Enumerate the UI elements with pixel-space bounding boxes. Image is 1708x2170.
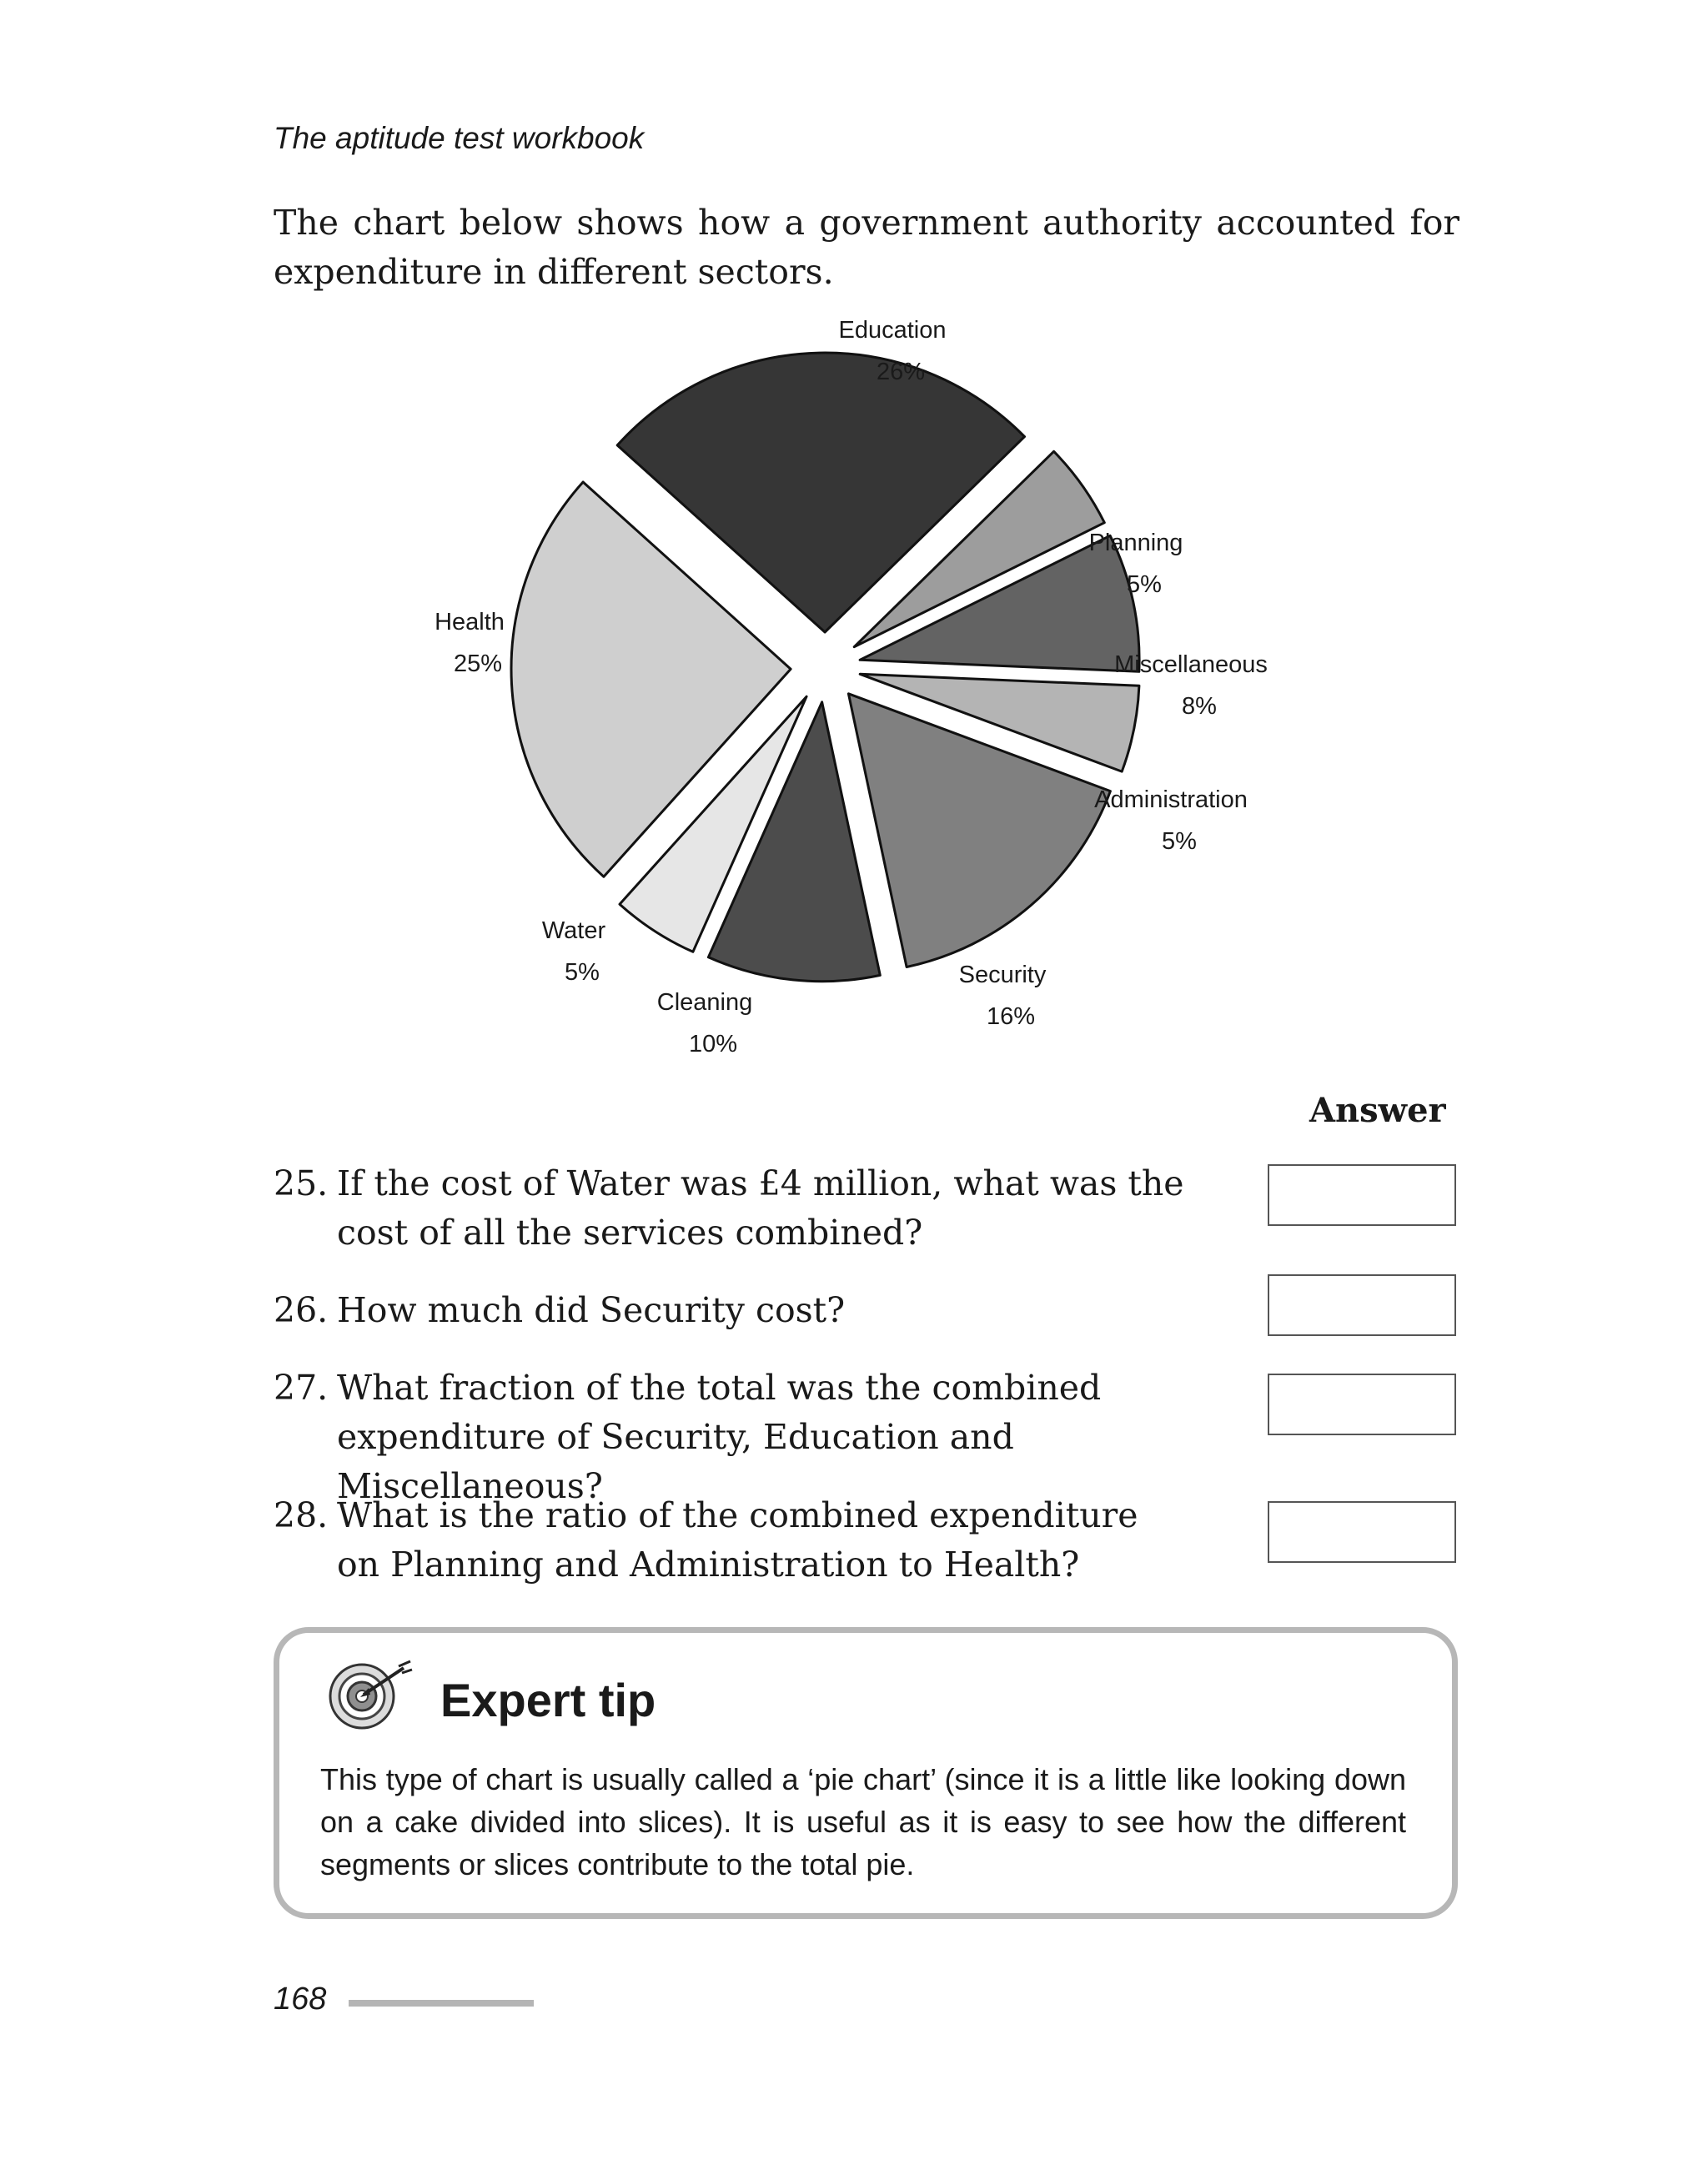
slice-label-planning: Planning xyxy=(1088,530,1183,556)
question-text: What is the ratio of the combined expenditure on Planning and Administration to Health? xyxy=(337,1495,1138,1585)
slice-value-water: 5% xyxy=(565,959,600,986)
question-number: 27. xyxy=(274,1368,329,1408)
answer-box-27[interactable] xyxy=(1268,1374,1456,1435)
question-number: 28. xyxy=(274,1495,329,1535)
pie-slices xyxy=(511,353,1139,982)
question-28 xyxy=(274,1491,1274,1590)
slice-label-administration: Administration xyxy=(1094,786,1248,813)
question-25 xyxy=(274,1159,1274,1258)
question-text: What fraction of the total was the combined expenditure of Security, Education and Miscellaneous? xyxy=(337,1368,1102,1506)
question-27 xyxy=(274,1364,1274,1511)
answer-box-28[interactable] xyxy=(1268,1501,1456,1563)
running-head: The aptitude test workbook xyxy=(274,121,645,155)
slice-value-miscellaneous: 8% xyxy=(1182,693,1217,720)
target-icon xyxy=(324,1658,415,1733)
slice-label-water: Water xyxy=(541,917,606,944)
question-text: How much did Security cost? xyxy=(337,1290,846,1330)
question-number: 26. xyxy=(274,1290,329,1330)
slice-value-cleaning: 10% xyxy=(688,1031,738,1057)
expert-tip-text: This type of chart is usually called a ‘pie chart’ (since it is a little like looking down on a cake divided into slices). It is useful as it is easy to see how the different segments or slices contribute to the total pie. xyxy=(320,1762,1406,1881)
slice-value-health: 25% xyxy=(453,650,503,677)
slice-value-education: 26% xyxy=(876,359,926,385)
answer-box-26[interactable] xyxy=(1268,1274,1456,1336)
intro-paragraph: The chart below shows how a government authority accounted for expenditure in different sectors. xyxy=(274,203,1459,292)
pie-chart xyxy=(0,0,1708,1084)
question-text: If the cost of Water was £4 million, what was the cost of all the services combined? xyxy=(337,1163,1184,1253)
slice-value-planning: 5% xyxy=(1127,571,1162,598)
expert-tip-title: Expert tip xyxy=(440,1674,656,1726)
slice-label-education: Education xyxy=(838,317,947,344)
page-number: 168 xyxy=(274,1982,327,2017)
slice-label-security: Security xyxy=(958,962,1047,988)
slice-value-administration: 5% xyxy=(1162,828,1197,855)
answer-heading: Answer xyxy=(1309,1091,1446,1130)
answer-box-25[interactable] xyxy=(1268,1164,1456,1226)
slice-label-miscellaneous: Miscellaneous xyxy=(1114,651,1268,678)
question-number: 25. xyxy=(274,1163,329,1203)
slice-label-cleaning: Cleaning xyxy=(656,989,753,1016)
slice-label-health: Health xyxy=(435,609,505,635)
slice-value-security: 16% xyxy=(986,1003,1036,1030)
question-26 xyxy=(274,1286,1274,1335)
page-number-rule xyxy=(349,2000,534,2007)
